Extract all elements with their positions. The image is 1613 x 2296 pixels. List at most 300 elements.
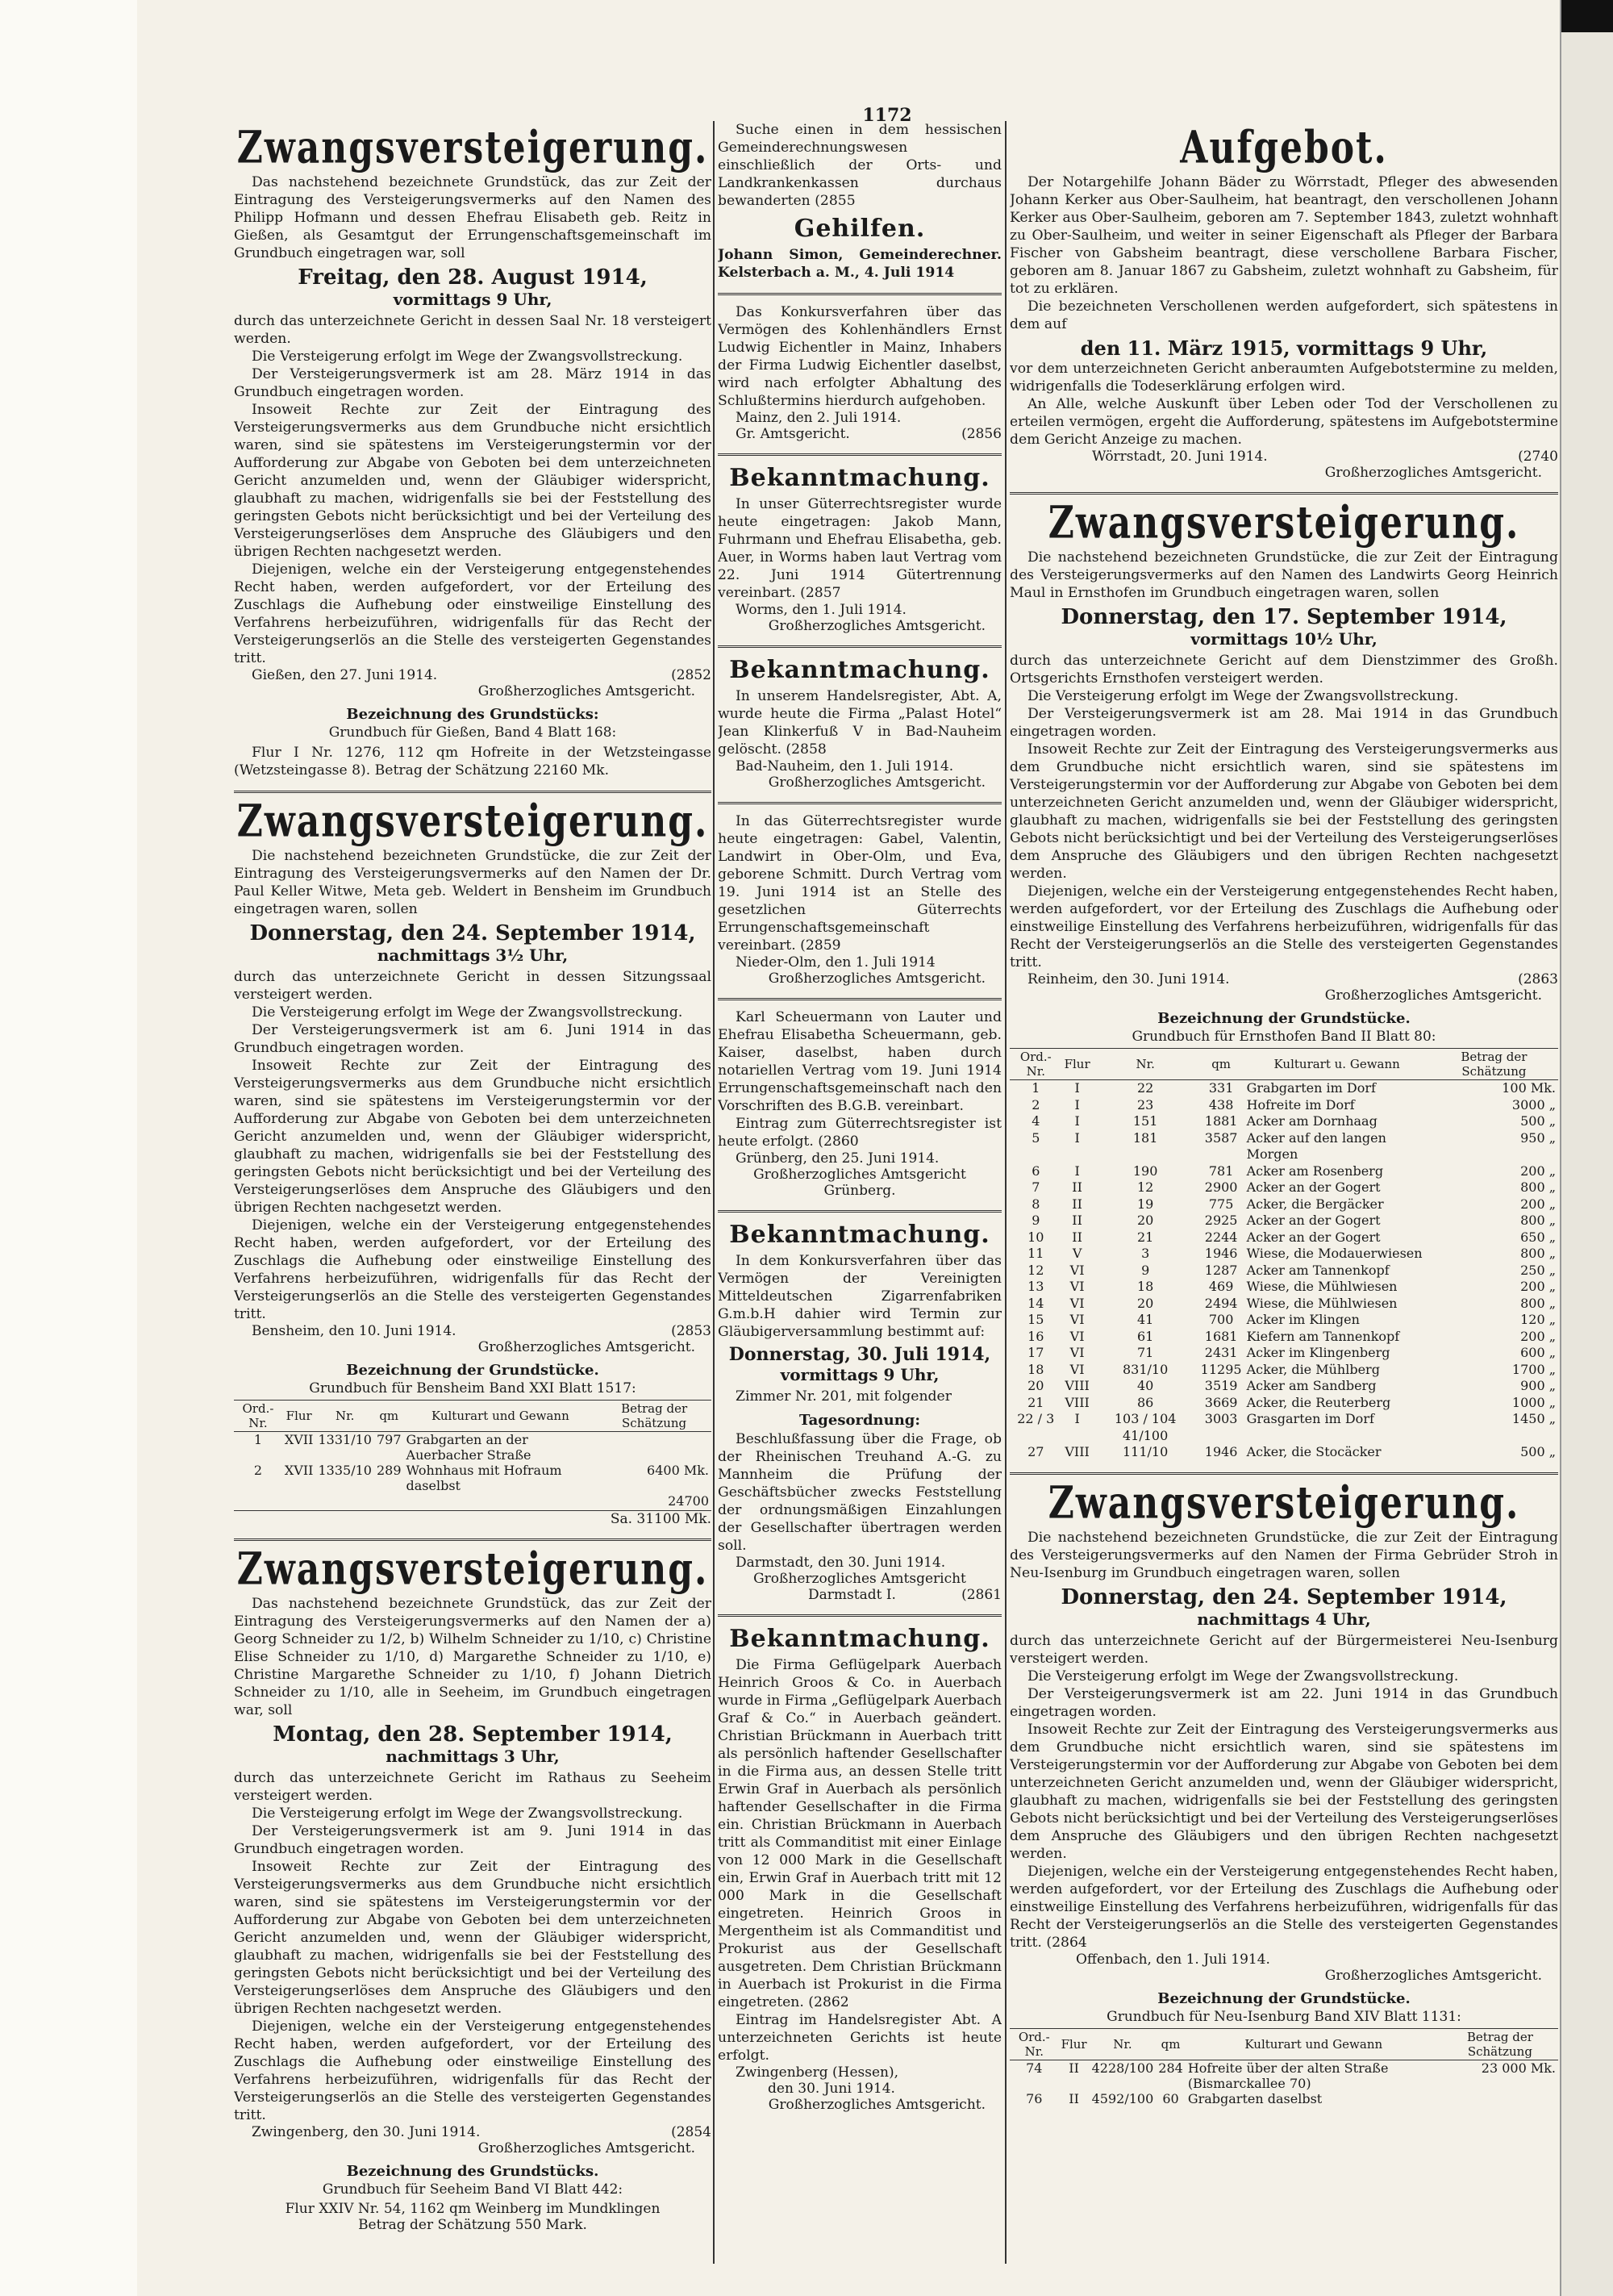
notice-title: Zwangsversteigerung.	[1048, 1477, 1520, 1529]
paragraph: Die Versteigerung erfolgt im Wege der Zwangsvollstreckung.	[252, 349, 683, 365]
table-cell: 1946	[1204, 1246, 1238, 1261]
table-cell: 331	[1208, 1080, 1234, 1096]
notice-title: Bekanntmachung.	[729, 1221, 990, 1249]
table-cell: 950 „	[1520, 1129, 1556, 1146]
table-cell: 2494	[1204, 1295, 1238, 1311]
table-cell: Acker an der Gogert	[1246, 1179, 1381, 1195]
table-cell: Wohnhaus mit Hofraum daselbst	[406, 1463, 562, 1493]
valuation: Betrag der Schätzung 550 Mark.	[358, 2217, 587, 2233]
signature: Großherzogliches Amtsgericht	[753, 1167, 966, 1183]
table-cell: 103 / 104 41/100	[1114, 1411, 1177, 1443]
paragraph: Der Versteigerungsvermerk ist am 28. Mai 1914 in das Grundbuch eingetragen worden.	[1010, 706, 1558, 740]
table-row	[1010, 1113, 1558, 1130]
table-cell: 12	[1136, 1179, 1154, 1195]
table-cell: 60	[1162, 2090, 1179, 2106]
signature: Darmstadt I.	[808, 1587, 896, 1603]
paragraph: Die Versteigerung erfolgt im Wege der Zwangsvollstreckung.	[252, 1004, 683, 1021]
table-cell: Acker im Klingenberg	[1246, 1345, 1390, 1360]
table-cell: 11295	[1200, 1361, 1242, 1377]
table-cell: 190	[1132, 1163, 1158, 1179]
table-cell: 13	[1027, 1279, 1044, 1294]
table-cell: 86	[1136, 1394, 1154, 1410]
table-cell: 2244	[1204, 1229, 1238, 1245]
auction-time: nachmittags 4 Uhr,	[1197, 1609, 1371, 1629]
table-cell: Acker an der Gogert	[1246, 1229, 1381, 1245]
table-cell: 4228/100	[1091, 2060, 1154, 2076]
table-cell: 800 „	[1520, 1213, 1556, 1228]
place-date: Mainz, den 2. Juli 1914.	[736, 410, 902, 426]
table-cell: Acker am Tannenkopf	[1246, 1262, 1390, 1278]
notice-title: Zwangsversteigerung.	[1048, 497, 1520, 549]
place-date: Bensheim, den 10. Juni 1914.	[252, 1323, 456, 1339]
paragraph: Zimmer Nr. 201, mit folgender	[736, 1388, 952, 1405]
table-row	[1010, 1163, 1558, 1180]
table-cell: Acker, die Bergäcker	[1246, 1196, 1384, 1212]
notice-nieder-olm	[718, 812, 1002, 987]
table-cell: 1000 „	[1511, 1394, 1556, 1410]
signature: Großherzogliches Amtsgericht.	[1324, 465, 1542, 481]
table-cell: I	[1074, 1113, 1080, 1129]
table-cell: 4592/100	[1091, 2090, 1154, 2106]
table-cell: 12	[1027, 1262, 1044, 1278]
table-cell	[1442, 2091, 1558, 2106]
table-cell: 6	[1032, 1163, 1040, 1179]
table-cell: 17	[1027, 1345, 1044, 1360]
land-register: Grundbuch für Ernsthofen Band II Blatt 80:	[1132, 1029, 1436, 1045]
table-cell: 20	[1136, 1295, 1154, 1311]
table-row	[1010, 1179, 1558, 1196]
table-row	[1010, 1296, 1558, 1313]
table-cell: 120 „	[1520, 1312, 1556, 1327]
meeting-date: Donnerstag, 30. Juli 1914,	[728, 1344, 991, 1365]
table-cell: 74	[1026, 2060, 1043, 2076]
table-cell: 797	[376, 1432, 402, 1447]
table-cell: XVII	[284, 1432, 314, 1447]
table-cell: 9	[1141, 1262, 1150, 1278]
table-cell: 8	[1032, 1196, 1040, 1212]
table-cell: 284	[1158, 2060, 1183, 2076]
page-left-margin	[0, 0, 137, 2296]
table-cell: 700	[1208, 1312, 1234, 1327]
table-cell: 24700	[668, 1493, 709, 1509]
table-cell: 3669	[1204, 1394, 1238, 1410]
table-cell: 200 „	[1520, 1328, 1556, 1344]
reference-number: (2863	[1518, 971, 1558, 987]
paragraph: Diejenigen, welche ein der Versteigerung entgegenstehendes Recht haben, werden aufgefordert, vor der Erteilung des Zuschlags die Aufhebung oder einstweilige Einstellung des Verfahrens herbeizuführen, widrigenfalls für das Recht der Versteigerungserlös an die Stelle des versteigerten Gegenstandes tritt.	[234, 561, 711, 666]
table-cell: Acker am Sandberg	[1246, 1378, 1377, 1393]
auction-date: Montag, den 28. September 1914,	[273, 1722, 673, 1747]
notice-nauheim	[718, 656, 1002, 791]
table-cell: VIII	[1065, 1444, 1090, 1459]
table-cell: 18	[1136, 1279, 1154, 1294]
table-cell: 11	[1027, 1246, 1044, 1261]
place-date: Bad-Nauheim, den 1. Juli 1914.	[736, 758, 954, 774]
table-cell: Wiese, die Mühlwiesen	[1246, 1295, 1398, 1311]
table-header: Flur	[1062, 1049, 1093, 1080]
table-cell: 22	[1136, 1080, 1154, 1096]
table-cell: II	[1072, 1179, 1082, 1195]
place-date: Worms, den 1. Juli 1914.	[736, 602, 907, 618]
reference-number: (2740	[1518, 449, 1558, 465]
table-cell: 1881	[1204, 1113, 1238, 1129]
parcel-table	[1010, 1048, 1558, 1461]
signature: Großherzogliches Amtsgericht.	[477, 2140, 695, 2156]
place-date: Gießen, den 27. Juni 1914.	[252, 667, 438, 683]
table-cell: I	[1074, 1129, 1080, 1146]
separator	[718, 293, 1002, 295]
table-cell: Wiese, die Mühlwiesen	[1246, 1279, 1398, 1294]
land-register: Grundbuch für Bensheim Band XXI Blatt 1517:	[309, 1380, 636, 1396]
auction-date: Donnerstag, den 24. September 1914,	[249, 921, 696, 946]
table-cell: XVII	[284, 1463, 314, 1478]
paragraph: Die Versteigerung erfolgt im Wege der Zwangsvollstreckung.	[1027, 688, 1459, 704]
paragraph: In dem Konkursverfahren über das Vermögen der Vereinigten Mitteldeutschen Zigarrenfabriken G.m.b.H dahier wird Termin zur Gläubigerversammlung bestimmt auf:	[718, 1253, 1002, 1340]
hearing-date: den 11. März 1915, vormittags 9 Uhr,	[1080, 336, 1488, 360]
table-cell: 2	[1032, 1096, 1040, 1113]
table-header: Nr.	[1093, 1049, 1198, 1080]
auction-time: nachmittags 3 Uhr,	[386, 1747, 560, 1766]
table-cell: Hofreite über der alten Straße (Bismarckallee 70)	[1187, 2060, 1389, 2091]
signature: Gr. Amtsgericht.	[736, 426, 850, 442]
table-cell: VI	[1069, 1328, 1085, 1344]
parcel-table	[1010, 2028, 1558, 2106]
paragraph: Der Versteigerungsvermerk ist am 28. März 1914 in das Grundbuch eingetragen worden.	[234, 366, 711, 400]
table-cell: 3587	[1204, 1129, 1238, 1146]
table-cell: 2925	[1204, 1213, 1238, 1228]
table-cell: II	[1072, 1196, 1082, 1212]
table-cell: 40	[1136, 1378, 1154, 1393]
table-cell: VI	[1069, 1295, 1085, 1311]
table-cell: 151	[1132, 1113, 1158, 1129]
table-cell: V	[1072, 1246, 1082, 1261]
page-number: 1172	[862, 105, 912, 126]
table-cell: 200 „	[1520, 1163, 1556, 1179]
table-row	[1010, 1213, 1558, 1229]
notice-intro: Die nachstehend bezeichneten Grundstücke, die zur Zeit der Eintragung des Versteigerungsvermerks auf den Namen des Landwirts Georg Heinrich Maul in Ernsthofen im Grundbuch eingetragen waren, sollen	[1010, 549, 1558, 601]
table-cell: VI	[1069, 1312, 1085, 1327]
table-cell: Grabgarten im Dorf	[1246, 1080, 1376, 1096]
column-rule-right	[1005, 121, 1007, 2264]
table-cell: 1335/10	[318, 1463, 372, 1478]
table-cell: 469	[1208, 1279, 1234, 1294]
table-row	[1010, 1329, 1558, 1346]
separator	[1010, 492, 1558, 495]
signature: Johann Simon, Gemeinderechner. Kelsterbach a. M., 4. Juli 1914	[718, 247, 1002, 281]
reference-number: (2856	[961, 426, 1002, 442]
table-cell: Acker am Rosenberg	[1246, 1163, 1384, 1179]
paragraph: An Alle, welche Auskunft über Leben oder Tod der Verschollenen zu erteilen vermögen, ergeht die Aufforderung, spätestens im Aufgebotstermine dem Gericht Anzeige zu machen.	[1010, 396, 1558, 448]
separator	[718, 645, 1002, 648]
table-row	[1010, 1312, 1558, 1329]
signature: Großherzogliches Amtsgericht.	[768, 971, 986, 987]
table-cell: 800 „	[1520, 1295, 1556, 1311]
table-cell: 1700 „	[1511, 1361, 1556, 1377]
reference-number: (2853	[671, 1323, 711, 1339]
table-cell: 21	[1027, 1394, 1044, 1410]
place-date: Nieder-Olm, den 1. Juli 1914	[736, 954, 936, 971]
table-cell: 3	[1141, 1246, 1150, 1261]
table-cell: 181	[1132, 1129, 1158, 1146]
paragraph: Eintrag im Handelsregister Abt. A unterzeichneten Gerichts ist heute erfolgt.	[718, 2012, 1002, 2064]
place-date: Reinheim, den 30. Juni 1914.	[1027, 971, 1230, 987]
auction-time: vormittags 9 Uhr,	[393, 290, 552, 309]
dark-corner	[1561, 0, 1613, 32]
paragraph: Beschlußfassung über die Frage, ob der Rheinischen Treuhand A.-G. zu Mannheim die Prüfung der Geschäftsbücher zwecks Feststellung der ordnungsmäßigen Einzahlungen der Gesellschafter übertragen werden soll.	[718, 1431, 1002, 1554]
reference-number: (2860	[818, 1133, 859, 1150]
table-cell: 1	[1032, 1080, 1040, 1096]
separator	[234, 1538, 711, 1541]
separator	[718, 802, 1002, 804]
table-cell: Acker, die Mühlberg	[1246, 1361, 1380, 1377]
table-cell: 3000 „	[1511, 1096, 1556, 1113]
table-cell: 16	[1027, 1328, 1044, 1344]
paragraph: Die Versteigerung erfolgt im Wege der Zwangsvollstreckung.	[1027, 1668, 1459, 1684]
table-header: Betrag der Schätzung	[1430, 1049, 1558, 1080]
table-cell: 2900	[1204, 1179, 1238, 1195]
notice-keller	[234, 795, 711, 1527]
subheading: Bezeichnung des Grundstücks.	[346, 2163, 599, 2180]
paragraph: In das Güterrechtsregister wurde heute eingetragen: Gabel, Valentin, Landwirt in Ober-Olm, und Eva, geborene Schmitt. Durch Vertrag vom 19. Juni 1914 ist an Stelle des gesetzlichen Güterrechts Errungenschaftsgemeinschaft vereinbart.	[718, 813, 1002, 954]
paragraph: Insoweit Rechte zur Zeit der Eintragung des Versteigerungsvermerks aus dem Grundbuche nicht ersichtlich waren, sind sie spätestens im Versteigerungstermin vor der Aufforderung zur Abgabe von Geboten bei dem unterzeichneten Gericht anzumelden und, wenn der Gläubiger widerspricht, glaubhaft zu machen, widrigenfalls sie bei der Feststellung des geringsten Gebots nicht berücksichtigt und bei der Verteilung des Versteigerungserlöses dem Anspruche des Gläubigers und den übrigen Rechten nachgesetzt werden.	[1010, 1721, 1558, 1862]
table-header: qm	[374, 1401, 404, 1432]
paragraph: Diejenigen, welche ein der Versteigerung entgegenstehendes Recht haben, werden aufgefordert, vor der Erteilung des Zuschlags die Aufhebung oder einstweilige Einstellung des Verfahrens herbeizuführen, widrigenfalls für das Recht der Versteigerungserlös an die Stelle des versteigerten Gegenstandes tritt.	[234, 1217, 711, 1322]
table-row	[1010, 1263, 1558, 1279]
table-cell: Grasgarten im Dorf	[1246, 1411, 1374, 1426]
parcel-table	[234, 1400, 711, 1509]
table-header: Kulturart und Gewann	[1186, 2028, 1442, 2060]
subheading: Bezeichnung der Grundstücke.	[1157, 1010, 1411, 1027]
place-date: Zwingenberg, den 30. Juni 1914.	[252, 2124, 481, 2140]
table-header: Nr.	[316, 1401, 374, 1432]
paragraph: Der Versteigerungsvermerk ist am 9. Juni 1914 in das Grundbuch eingetragen worden.	[234, 1823, 711, 1857]
table-cell: Acker, die Reuterberg	[1246, 1394, 1391, 1410]
table-cell: I	[1074, 1163, 1080, 1179]
parcel-description: Flur I Nr. 1276, 112 qm Hofreite in der Wetzsteingasse (Wetzsteingasse 8). Betrag der Schätzung 22160 Mk.	[234, 745, 711, 779]
table-header: Nr.	[1090, 2028, 1157, 2060]
table-cell: VI	[1069, 1345, 1085, 1360]
table-cell: 21	[1136, 1229, 1154, 1245]
adjacent-page-edge	[1560, 0, 1613, 2296]
table-cell: II	[1069, 2060, 1079, 2076]
notice-maul	[1010, 497, 1558, 1461]
table-cell: 800 „	[1520, 1179, 1556, 1195]
table-cell: Acker im Klingen	[1246, 1312, 1360, 1327]
agenda-heading: Tagesordnung:	[798, 1412, 921, 1429]
table-cell: 14	[1027, 1295, 1044, 1311]
table-cell: 831/10	[1123, 1361, 1169, 1377]
table-row	[1010, 2060, 1558, 2091]
table-row	[1010, 1444, 1558, 1461]
signature: Grünberg.	[823, 1183, 896, 1199]
table-cell: 23	[1136, 1096, 1154, 1113]
notice-konkurs-mainz	[718, 303, 1002, 442]
paragraph: Die Versteigerung erfolgt im Wege der Zwangsvollstreckung.	[252, 1805, 683, 1822]
table-cell: 61	[1136, 1328, 1154, 1344]
table-header: Kulturart u. Gewann	[1244, 1049, 1430, 1080]
place-date: Darmstadt, den 30. Juni 1914.	[736, 1555, 946, 1571]
table-row	[1010, 1130, 1558, 1163]
table-cell: VI	[1069, 1262, 1085, 1278]
table-row	[1010, 1196, 1558, 1213]
paragraph: Die Firma Geflügelpark Auerbach Heinrich Groos & Co. in Auerbach wurde in Firma „Geflügelpark Auerbach Graf & Co.“ in Auerbach geändert. Christian Brückmann in Auerbach tritt als persönlich haftender Gesellschafter in die Firma aus, an dessen Stelle tritt Erwin Graf in Auerbach als persönlich haftender Gesellschafter in die Firma ein. Christian Brückmann in Auerbach tritt als Commanditist mit einer Einlage von 12 000 Mark in die Gesellschaft ein, Erwin Graf in Auerbach tritt mit 12 000 Mark in die Gesellschaft eingetreten. Heinrich Groos in Mergentheim ist als Commanditist und Prokurist aus der Gesellschaft ausgetreten. Dem Christian Brückmann in Auerbach ist Prokurist in die Firma eingetreten.	[718, 1657, 1002, 2010]
table-cell: Wiese, die Modauerwiesen	[1246, 1246, 1423, 1261]
table-cell: 20	[1027, 1378, 1044, 1393]
table-row	[234, 1432, 711, 1463]
paragraph: Karl Scheuermann von Lauter und Ehefrau Elisabetha Scheuermann, geb. Kaiser, daselbst, haben durch notariellen Vertrag vom 19. Juni 1914 Errungenschaftsgemeinschaft nach den Vorschriften des B.G.B. vereinbart.	[718, 1009, 1002, 1114]
reference-number: (2855	[815, 193, 856, 209]
paragraph: durch das unterzeichnete Gericht im Rathaus zu Seeheim versteigert werden.	[234, 1770, 711, 1804]
table-cell: 1287	[1204, 1262, 1238, 1278]
paragraph: Der Versteigerungsvermerk ist am 22. Juni 1914 in das Grundbuch eingetragen worden.	[1010, 1685, 1558, 1720]
auction-time: nachmittags 3½ Uhr,	[377, 946, 569, 965]
right-column	[1010, 121, 1558, 2272]
separator	[718, 453, 1002, 456]
auction-time: vormittags 10½ Uhr,	[1190, 629, 1378, 649]
table-cell: 5	[1032, 1129, 1040, 1146]
reference-number: (2862	[808, 1994, 849, 2010]
notice-title: Zwangsversteigerung.	[236, 122, 709, 174]
paragraph: In unser Güterrechtsregister wurde heute eingetragen: Jakob Mann, Fuhrmann und Ehefrau Elisabetha, geb. Auer, in Worms haben laut Vertrag vom 22. Juni 1914 Gütertrennung vereinbart.	[718, 496, 1002, 601]
table-cell: 7	[1032, 1179, 1040, 1195]
notice-aufgebot	[1010, 122, 1558, 481]
notice-auerbach	[718, 1625, 1002, 2113]
table-cell	[597, 1432, 711, 1463]
table-cell: I	[1074, 1096, 1080, 1113]
paragraph: Die bezeichneten Verschollenen werden aufgefordert, sich spätestens in dem auf	[1010, 298, 1558, 332]
paragraph: Der Versteigerungsvermerk ist am 6. Juni 1914 in das Grundbuch eingetragen worden.	[234, 1022, 711, 1056]
paragraph: Insoweit Rechte zur Zeit der Eintragung des Versteigerungsvermerks aus dem Grundbuche nicht ersichtlich waren, sind sie spätestens im Versteigerungstermin vor der Aufforderung zur Abgabe von Geboten bei dem unterzeichneten Gericht anzumelden und, wenn der Gläubiger widerspricht, glaubhaft zu machen, widrigenfalls sie bei der Feststellung des geringsten Gebots nicht berücksichtigt und bei der Verteilung des Versteigerungserlöses dem Anspruche des Gläubigers und den übrigen Rechten nachgesetzt werden.	[234, 1058, 711, 1216]
table-row	[1010, 1229, 1558, 1246]
notice-gehilfen	[718, 121, 1002, 282]
table-header: Flur	[1059, 2028, 1090, 2060]
table-header: Ord.-Nr.	[1010, 2028, 1059, 2060]
auction-date: Donnerstag, den 17. September 1914,	[1061, 605, 1507, 629]
table-sum: Sa. 31100 Mk.	[234, 1510, 711, 1527]
table-header: Ord.-Nr.	[1010, 1049, 1062, 1080]
reference-number: (2858	[786, 741, 827, 758]
table-header: Flur	[282, 1401, 316, 1432]
paragraph: Das Konkursverfahren über das Vermögen des Kohlenhändlers Ernst Ludwig Eichentler in Mainz, Inhabers der Firma Ludwig Eichentler daselbst, wird nach erfolgter Abhaltung des Schlußtermins hierdurch aufgehoben.	[718, 304, 1002, 409]
signature: Großherzogliches Amtsgericht.	[477, 683, 695, 699]
reference-number: (2857	[800, 585, 841, 601]
table-row	[1010, 1345, 1558, 1362]
table-cell: Acker am Dornhaag	[1246, 1113, 1378, 1129]
table-row	[234, 1463, 711, 1493]
paragraph: durch das unterzeichnete Gericht auf der Bürgermeisterei Neu-Isenburg versteigert werden.	[1010, 1632, 1558, 1667]
signature: Großherzogliches Amtsgericht.	[477, 1339, 695, 1355]
table-cell: 2431	[1204, 1345, 1238, 1360]
table-cell: 6400 Mk.	[647, 1463, 709, 1478]
paragraph: vor dem unterzeichneten Gericht anberaumten Aufgebotstermine zu melden, widrigenfalls die Todeserklärung erfolgen wird.	[1010, 361, 1558, 394]
table-cell: 41	[1136, 1312, 1154, 1327]
table-cell: 500 „	[1520, 1444, 1556, 1459]
table-header: Kulturart und Gewann	[404, 1401, 598, 1432]
auction-date: Freitag, den 28. August 1914,	[298, 265, 648, 290]
table-cell: II	[1072, 1213, 1082, 1228]
table-row	[1010, 1395, 1558, 1412]
parcel-description: Flur XXIV Nr. 54, 1162 qm Weinberg im Mundklingen	[285, 2201, 661, 2217]
table-cell: Acker, die Stocäcker	[1246, 1444, 1382, 1459]
table-row	[1010, 1378, 1558, 1395]
notice-title: Bekanntmachung.	[729, 464, 990, 492]
table-cell: 200 „	[1520, 1196, 1556, 1212]
table-cell: 1946	[1204, 1444, 1238, 1459]
table-cell: 4	[1032, 1113, 1040, 1129]
notice-stroh	[1010, 1477, 1558, 2106]
table-header: qm	[1156, 2028, 1186, 2060]
notice-intro: Die nachstehend bezeichneten Grundstücke, die zur Zeit der Eintragung des Versteigerungsvermerks auf den Namen der Dr. Paul Keller Witwe, Meta geb. Weldert in Bensheim im Grundbuch eingetragen waren, sollen	[234, 848, 711, 917]
table-cell: Kiefern am Tannenkopf	[1246, 1328, 1400, 1344]
table-cell: 289	[376, 1463, 402, 1478]
table-cell: I	[1074, 1411, 1080, 1426]
table-cell: 20	[1136, 1213, 1154, 1228]
subheading: Bezeichnung der Grundstücke.	[346, 1362, 599, 1379]
subheading: Bezeichnung des Grundstücks:	[346, 706, 599, 723]
paragraph: In unserem Handelsregister, Abt. A, wurde heute die Firma „Palast Hotel“ Jean Klinkerfuß V in Bad-Nauheim gelöscht.	[718, 688, 1002, 758]
table-cell: 22 / 3	[1017, 1411, 1055, 1426]
notice-title: Aufgebot.	[1180, 122, 1388, 174]
table-cell: 18	[1027, 1361, 1044, 1377]
table-row	[1010, 1279, 1558, 1296]
paragraph: Insoweit Rechte zur Zeit der Eintragung des Versteigerungsvermerks aus dem Grundbuche nicht ersichtlich waren, sind sie spätestens im Versteigerungstermin vor der Aufforderung zur Abgabe von Geboten bei dem unterzeichneten Gericht anzumelden und, wenn der Gläubiger widerspricht, glaubhaft zu machen, widrigenfalls sie bei der Feststellung des geringsten Gebots nicht berücksichtigt und bei der Verteilung des Versteigerungserlöses dem Anspruche des Gläubigers und den übrigen Rechten nachgesetzt werden.	[234, 402, 711, 560]
table-cell: 2	[253, 1463, 263, 1478]
separator	[1010, 1472, 1558, 1475]
table-cell: II	[1069, 2090, 1079, 2106]
column-rule-left	[713, 121, 715, 2264]
table-cell: Hofreite im Dorf	[1246, 1096, 1355, 1113]
table-cell: 800 „	[1520, 1246, 1556, 1261]
notice-hofmann	[234, 122, 711, 779]
place-date: den 30. Juni 1914.	[768, 2081, 895, 2097]
table-cell: 775	[1208, 1196, 1234, 1212]
subheading: Bezeichnung der Grundstücke.	[1157, 1989, 1411, 2007]
table-cell: 76	[1026, 2090, 1043, 2106]
table-header: Betrag der Schätzung	[597, 1401, 711, 1432]
table-header: Ord.-Nr.	[234, 1401, 282, 1432]
table-cell: VI	[1069, 1279, 1085, 1294]
paragraph: Diejenigen, welche ein der Versteigerung entgegenstehendes Recht haben, werden aufgefordert, vor der Erteilung des Zuschlags die Aufhebung oder einstweilige Einstellung des Verfahrens herbeizuführen, widrigenfalls für das Recht der Versteigerungserlös an die Stelle des versteigerten Gegenstandes tritt.	[1010, 883, 1558, 971]
table-cell: VIII	[1065, 1394, 1090, 1410]
meeting-time: vormittags 9 Uhr,	[780, 1365, 940, 1384]
table-cell: 3003	[1204, 1411, 1238, 1426]
table-cell: 27	[1027, 1444, 1044, 1459]
reference-number: (2854	[671, 2124, 711, 2140]
notice-title: Bekanntmachung.	[729, 656, 990, 684]
place-date: Grünberg, den 25. Juni 1914.	[736, 1150, 940, 1167]
table-cell: VIII	[1065, 1378, 1090, 1393]
table-row	[234, 1493, 711, 1509]
table-header: Betrag der Schätzung	[1442, 2028, 1558, 2060]
table-cell: 15	[1027, 1312, 1044, 1327]
table-cell: 23 000 Mk.	[1481, 2060, 1556, 2076]
notice-intro: Die nachstehend bezeichneten Grundstücke, die zur Zeit der Eintragung des Versteigerungsvermerks auf den Namen der Firma Gebrüder Stroh in Neu-Isenburg im Grundbuch eingetragen waren, sollen	[1010, 1529, 1558, 1581]
table-row	[1010, 1080, 1558, 1097]
notice-darmstadt	[718, 1221, 1002, 1603]
table-cell: II	[1072, 1229, 1082, 1245]
table-cell: 3519	[1204, 1378, 1238, 1393]
notice-schneider	[234, 1543, 711, 2233]
paragraph: durch das unterzeichnete Gericht auf dem Dienstzimmer des Großh. Ortsgerichts Ernsthofen versteigert werden.	[1010, 653, 1558, 687]
signature: Großherzogliches Amtsgericht.	[1324, 987, 1542, 1004]
signature: Großherzogliches Amtsgericht	[753, 1571, 966, 1587]
table-cell: 650 „	[1520, 1229, 1556, 1245]
table-cell: 200 „	[1520, 1279, 1556, 1294]
table-cell: VI	[1069, 1361, 1085, 1377]
table-cell: 500 „	[1520, 1113, 1556, 1129]
auction-date: Donnerstag, den 24. September 1914,	[1061, 1584, 1507, 1609]
reference-number: (2861	[961, 1587, 1002, 1603]
table-row	[1010, 1362, 1558, 1379]
